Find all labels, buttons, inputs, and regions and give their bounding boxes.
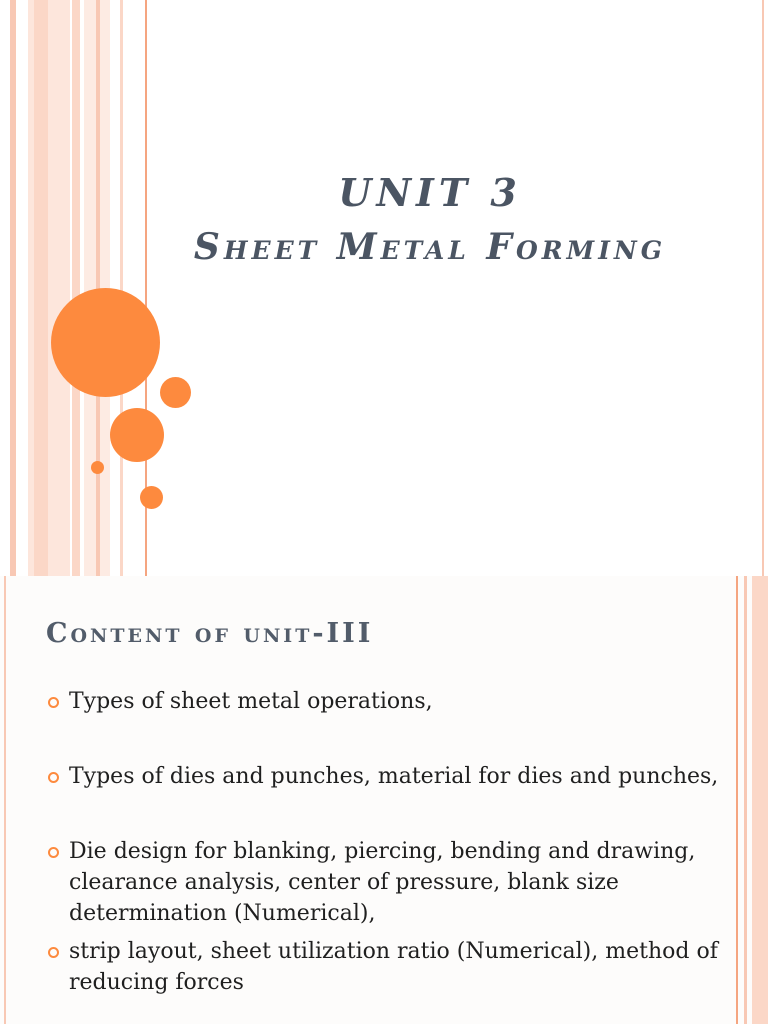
decorative-circle-medium <box>110 408 164 462</box>
decorative-edge-line <box>4 576 6 1024</box>
bullet-ring-icon <box>48 847 59 858</box>
bullet-ring-icon <box>48 772 59 783</box>
decorative-stripe <box>744 576 747 1024</box>
list-item-text: Die design for blanking, piercing, bending and drawing, clearance analysis, center of pressure, blank size determination (Numerical), <box>69 839 696 926</box>
list-item-text: strip layout, sheet utilization ratio (Numerical), method of reducing forces <box>69 939 718 995</box>
decorative-stripe <box>10 0 16 576</box>
decorative-stripe <box>752 576 768 1024</box>
decorative-circle-tiny <box>91 461 104 474</box>
decorative-stripe <box>72 0 80 576</box>
decorative-stripe <box>736 576 738 1024</box>
section-heading: Content of unit-III <box>46 618 374 649</box>
slide-title: UNIT 3 <box>338 170 522 215</box>
slide-subtitle: Sheet Metal Forming <box>193 226 667 268</box>
decorative-edge-line <box>762 0 764 576</box>
decorative-stripe <box>34 0 48 576</box>
decorative-stripe <box>120 0 123 576</box>
list-item-text: Types of dies and punches, material for dies and punches, <box>69 764 719 789</box>
list-item <box>46 761 736 792</box>
decorative-circle-small <box>160 377 191 408</box>
list-item-text: Types of sheet metal operations, <box>69 689 433 714</box>
bullet-list <box>46 686 736 998</box>
decorative-circle-small <box>140 486 163 509</box>
content-slide <box>0 576 768 1024</box>
bullet-ring-icon <box>48 947 59 958</box>
list-item <box>46 686 736 717</box>
bullet-ring-icon <box>48 697 59 708</box>
list-item <box>46 936 736 998</box>
decorative-circle-large <box>51 288 160 397</box>
list-item <box>46 836 736 929</box>
